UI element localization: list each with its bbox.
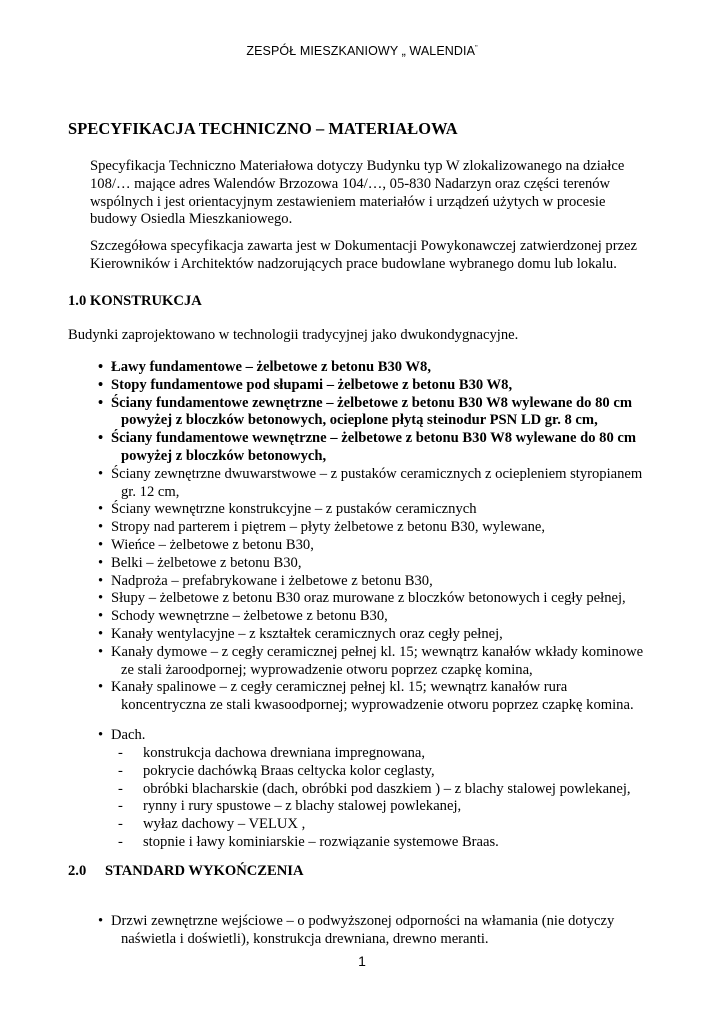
bullet-icon: • (98, 465, 104, 482)
intro-paragraph-1 (90, 158, 655, 229)
section-title: STANDARD WYKOŃCZENIA (105, 863, 304, 879)
section-2-heading (68, 863, 304, 881)
bullet-icon: • (98, 608, 104, 625)
list-item (90, 913, 665, 949)
list-item (90, 359, 665, 377)
bullet-icon: • (98, 625, 104, 642)
section-number: 2.0 (68, 863, 87, 879)
roof-item (118, 763, 631, 781)
item-text: Kanały dymowe – z cegły ceramicznej pełnej kl. 15; wewnątrz kanałów wkłady kominowe (111, 643, 644, 660)
item-text: Słupy – żelbetowe z betonu B30 oraz murowane z bloczków betonowych i cegły pełnej, (111, 590, 626, 607)
list-item (90, 430, 665, 466)
bullet-icon: • (98, 679, 104, 696)
roof-item (118, 816, 631, 834)
bullet-icon: • (98, 572, 104, 589)
list-item (90, 573, 665, 591)
roof-item-text: stopnie i ławy kominiarskie – rozwiązanie systemowe Braas. (143, 833, 499, 850)
dash-marker: - (118, 833, 123, 850)
item-text-continuation: ze stali żaroodpornej; wyprowadzenie otworu poprzez czapkę komina, (121, 661, 533, 678)
roof-item (118, 781, 631, 799)
section-1-heading: 1.0 KONSTRUKCJA (68, 293, 202, 309)
roof-items-list (118, 745, 631, 852)
text-line: wspólnych i jest orientacyjnym zestawieniem materiałów i urządzeń użytych w procesie (90, 193, 606, 210)
section-1-intro: Budynki zaprojektowano w technologii tradycyjnej jako dwukondygnacyjne. (68, 327, 519, 343)
text-line: 108/… mające adres Walendów Brzozowa 104/…, 05-830 Nadarzyn oraz części terenów (90, 175, 611, 192)
item-text: Ściany fundamentowe wewnętrzne – żelbetowe z betonu B30 W8 wylewane do 80 cm (111, 430, 637, 447)
list-item (90, 644, 665, 680)
roof-label: Dach. (111, 727, 146, 743)
roof-item (118, 798, 631, 816)
item-text: Ściany wewnętrzne konstrukcyjne – z pustaków ceramicznych (111, 501, 477, 518)
item-text: Wieńce – żelbetowe z betonu B30, (111, 536, 314, 553)
roof-item-text: pokrycie dachówką Braas celtycka kolor ceglasty, (143, 762, 435, 779)
bullet-icon: • (98, 554, 104, 571)
roof-item-text: obróbki blacharskie (dach, obróbki pod daszkiem ) – z blachy stalowej powlekanej, (143, 780, 631, 797)
roof-item (118, 745, 631, 763)
roof-item-text: konstrukcja dachowa drewniana impregnowana, (143, 745, 426, 761)
list-item (90, 626, 665, 644)
item-text: Nadproża – prefabrykowane i żelbetowe z betonu B30, (111, 572, 433, 589)
bullet-icon: • (98, 643, 104, 660)
text-line: Szczegółowa specyfikacja zawarta jest w Dokumentacji Powykonawczej zatwierdzonej przez (90, 238, 638, 254)
item-text-continuation: powyżej z bloczków betonowych, (121, 447, 327, 464)
intro-paragraph-2 (90, 238, 655, 274)
page-number: 1 (358, 953, 366, 969)
item-text-continuation: koncentryczna ze stali kwasoodpornej; wyprowadzenie otworu poprzez czapkę komina. (121, 697, 634, 714)
roof-item-text: rynny i rury spustowe – z blachy stalowej powlekanej, (143, 798, 462, 815)
list-item (90, 466, 665, 502)
bullet-icon: • (98, 536, 104, 553)
item-text: Schody wewnętrzne – żelbetowe z betonu B30, (111, 608, 388, 625)
text-line: budowy Osiedla Mieszkaniowego. (90, 211, 293, 228)
roof-item (118, 834, 631, 852)
list-item (90, 519, 665, 537)
bullet-icon: • (98, 359, 104, 375)
list-item (90, 590, 665, 608)
bullet-icon: • (98, 430, 104, 447)
bullet-icon: • (98, 727, 104, 743)
bullet-icon: • (98, 394, 104, 411)
bullet-icon: • (98, 376, 104, 393)
roof-section (90, 727, 665, 745)
list-item (90, 377, 665, 395)
item-text-continuation: powyżej z bloczków betonowych, ocieplone płytą steinodur PSN LD gr. 8 cm, (121, 412, 598, 429)
text-line: Kierowników i Architektów nadzorujących prace budowlane wybranego domu lub lokalu. (90, 255, 617, 272)
dash-marker: - (118, 816, 123, 833)
list-item (90, 679, 665, 715)
item-text-continuation: gr. 12 cm, (121, 483, 180, 500)
bullet-icon: • (98, 590, 104, 607)
roof-item-text: wyłaz dachowy – VELUX , (143, 816, 306, 833)
dash-marker: - (118, 798, 123, 815)
list-item (90, 727, 665, 745)
dash-marker: - (118, 762, 123, 779)
item-text-continuation: naświetla i doświetli), konstrukcja drewniana, drewno meranti. (121, 930, 489, 947)
bullet-icon: • (98, 519, 104, 536)
item-text: Ściany zewnętrzne dwuwarstwowe – z pustaków ceramicznych z ociepleniem styropianem (111, 465, 643, 482)
page-header (0, 40, 724, 61)
item-text: Ławy fundamentowe – żelbetowe z betonu B30 W8, (111, 359, 431, 375)
finishing-list (90, 913, 665, 949)
construction-list (90, 359, 665, 715)
item-text: Kanały spalinowe – z cegły ceramicznej pełnej kl. 15; wewnątrz kanałów rura (111, 679, 568, 696)
document-title: SPECYFIKACJA TECHNICZNO – MATERIAŁOWA (68, 119, 458, 138)
list-item (90, 395, 665, 431)
list-item (90, 555, 665, 573)
item-text: Kanały wentylacyjne – z kształtek ceramicznych oraz cegły pełnej, (111, 625, 503, 642)
list-item (90, 501, 665, 519)
bullet-icon: • (98, 501, 104, 518)
text-line: Specyfikacja Techniczno Materiałowa dotyczy Budynku typ W zlokalizowanego na działce (90, 158, 625, 174)
list-item (90, 537, 665, 555)
item-text: Stropy nad parterem i piętrem – płyty żelbetowe z betonu B30, wylewane, (111, 519, 546, 536)
bullet-icon: • (98, 913, 104, 929)
header-text: ZESPÓŁ MIESZKANIOWY „ WALENDIA (246, 44, 476, 59)
item-text: Drzwi zewnętrzne wejściowe – o podwyższonej odporności na włamania (nie dotyczy (111, 913, 615, 929)
dash-marker: - (118, 780, 123, 797)
item-text: Belki – żelbetowe z betonu B30, (111, 554, 302, 571)
list-item (90, 608, 665, 626)
item-text: Ściany fundamentowe zewnętrzne – żelbetowe z betonu B30 W8 wylewane do 80 cm (111, 394, 632, 411)
dash-marker: - (118, 745, 123, 761)
item-text: Stopy fundamentowe pod słupami – żelbetowe z betonu B30 W8, (111, 376, 513, 393)
header-quote-mark: " (475, 45, 478, 52)
